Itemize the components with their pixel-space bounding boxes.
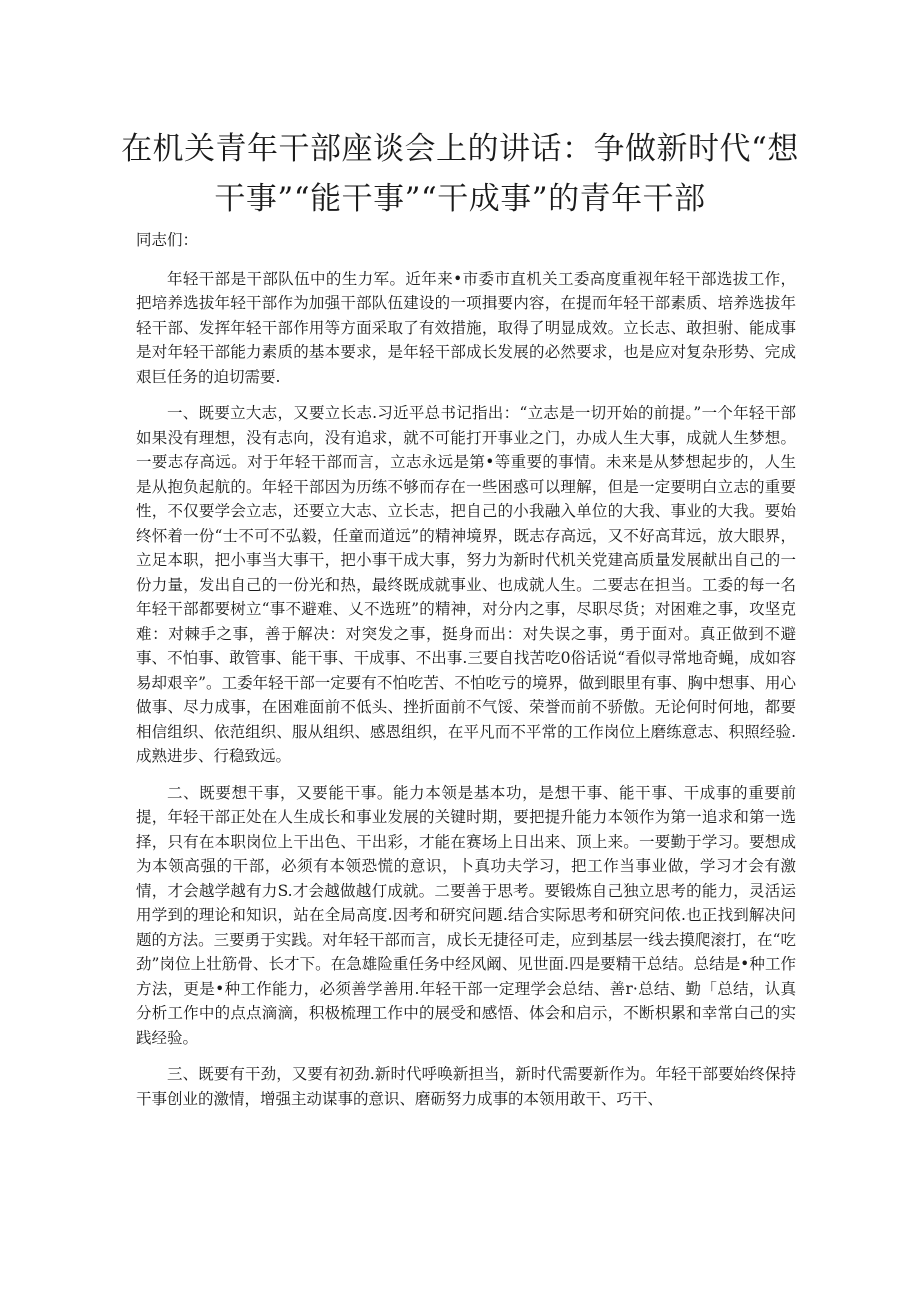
paragraph-section-1: 一、既要立大志，又要立长志.习近平总书记指出：“立志是一切开始的前提。”一个年轻干部如果没有理想，没有志向，没有追求，就不可能打开事业之门，办成人生大事，成就人生梦想。一要志存高远。对于年轻干部而言，立志永远是第•等重要的事情。未来是从梦想起步的，人生是从抱负起航的。年轻干部因为历练不够而存在一些困惑可以理解，但是一定要明白立志的重要性，不仅要学会立志，还要立大志、立长志，把自己的小我融入单位的大我、事业的大我。要始终怀着一份“士不可不弘毅，任童而道远”的精神境界，既志存高远，又不好高茸远，放大眼界，立足本职，把小事当大事干，把小事干成大事，努力为新时代机关党建高质量发展献出自己的一份力量，发出自己的一份光和热，最终既成就事业、也成就人生。二要志在担当。工委的每一名年轻干部都要树立“事不避难、乂不选班”的精神，对分内之事，尽职尽货；对困难之事，攻坚克难：对棘手之事，善于解决：对突发之事，挺身而出：对失误之事，勇于面对。真正做到不避事、不怕事、敢管事、能干事、干成事、不出事.三要自找苦吃0俗话说“看似寻常地奇蝇，成如容易却艰辛”。工委年轻干部一定要有不怕吃苦、不怕吃亏的境界，做到眼里有事、胸中想事、用心做事、尽力成事，在困难面前不低头、挫折面前不气馁、荣誉而前不骄傲。无论何时何地，都要相信组织、依范组织、服从组织、感恩组织，在平凡而不平常的工作岗位上磨练意志、积照经验.成熟进步、行稳致远。	[136, 404, 796, 765]
paragraph-intro: 年轻干部是干部队伍中的生力军。近年来•市委市直机关工委高度重视年轻干部选拔工作，把培养选拔年轻干部作为加强干部队伍建设的一项揖要内容，在提而年轻干部素质、培养选拔年轻干部、发挥年轻干部作用等方面采取了有效措施，取得了明显成效。立长志、敢担驸、能成事是对年轻干部能力素质的基本要求，是年轻干部成长发展的必然要求，也是应对复杂形势、完成艰巨任务的迫切需要.	[136, 269, 796, 386]
document-body	[136, 228, 796, 1123]
paragraph-section-3: 三、既要有干劲，又要有初劲.新时代呼唤新担当，新时代需要新作为。年轻干部要始终保持干事创业的激情，增强主动谋事的意识、磨砺努力成事的本领用敢干、巧干、	[136, 1065, 796, 1108]
salutation: 同志们：	[136, 231, 199, 249]
paragraph-section-2: 二、既要想干事，又要能干事。能力本领是基本功，是想干事、能干事、干成事的重要前提，年轻干部正处在人生成长和事业发展的关键时期，要把提升能力本领作为第一追求和第一选择，只有在本职岗位上干出色、干出彩，才能在赛场上日出来、顶上来。一要勤于学习。要想成为本领高强的干部，必须有本领恐慌的意识，卜真功夫学习，把工作当事业做，学习才会有激情，才会越学越有力S.才会越做越仃成就。二要善于思考。要锻炼自己独立思考的能力，灵活运用学到的理论和知识，站在全局高度.因考和研究问题.结合实际思考和研究问侬.也正找到解决问题的方法。三要勇于实践。对年轻干部而言，成长无捷径可走，应到基层一线去摸爬滚打，在“吃劲”岗位上壮筋骨、长才下。在急雄险重任务中经风阚、见世面.四是要精干总结。总结是•种工作方法，更是•种工作能力，必须善学善用.年轻干部一定理学会总结、善r·总结、勤「总结，认真分析工作中的点点滴滴，积极梳理工作中的展受和感悟、体会和启示，不断枳累和幸常白己的实践经验。	[136, 783, 796, 1047]
document-title: 在机关青年干部座谈会上的讲话：争做新时代“想干事”“能干事”“干成事”的青年干部	[121, 131, 799, 217]
